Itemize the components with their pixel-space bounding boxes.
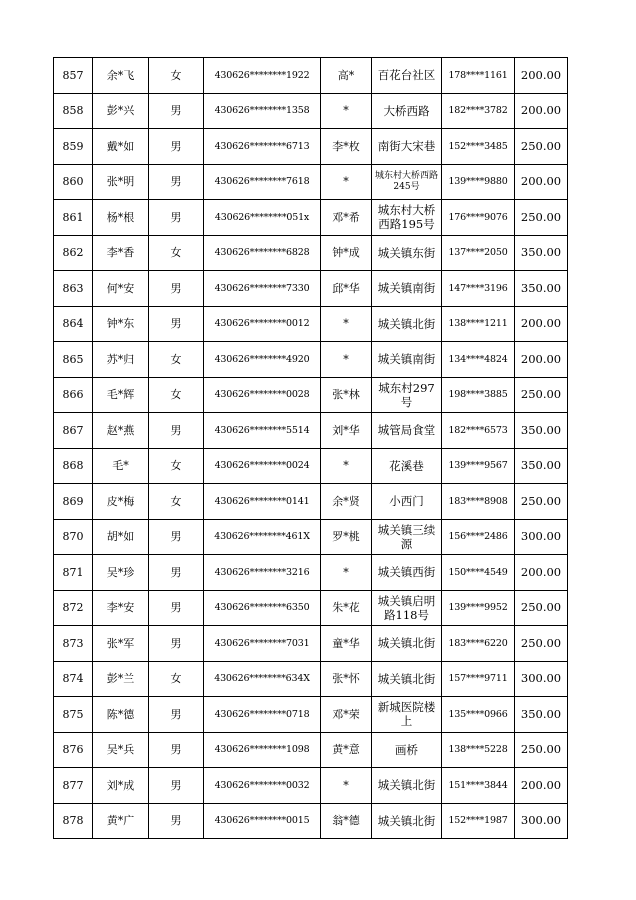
table-row <box>54 342 568 378</box>
phone-cell: 157****9711 <box>442 661 515 697</box>
address-cell: 城关镇北街 <box>372 803 442 839</box>
table-row <box>54 626 568 662</box>
id-number-cell: 430626********0024 <box>204 448 321 484</box>
contact-cell: 余*贤 <box>321 484 372 520</box>
name-cell: 张*明 <box>93 164 149 200</box>
phone-cell: 134****4824 <box>442 342 515 378</box>
contact-cell: 李*枚 <box>321 129 372 165</box>
id-number-cell: 430626********3216 <box>204 555 321 591</box>
table-row <box>54 661 568 697</box>
address-cell: 城关镇北街 <box>372 768 442 804</box>
gender-cell: 女 <box>149 342 204 378</box>
address-cell: 南街大宋巷 <box>372 129 442 165</box>
address-cell: 小西门 <box>372 484 442 520</box>
table-row <box>54 803 568 839</box>
id-number-cell: 430626********7618 <box>204 164 321 200</box>
address-cell: 城关镇北街 <box>372 661 442 697</box>
row-number: 877 <box>54 768 93 804</box>
address-cell: 城东村297号 <box>372 377 442 413</box>
table-row <box>54 484 568 520</box>
id-number-cell: 430626********0141 <box>204 484 321 520</box>
id-number-cell: 430626********0012 <box>204 306 321 342</box>
id-number-cell: 430626********051x <box>204 200 321 236</box>
row-number: 870 <box>54 519 93 555</box>
table-row <box>54 448 568 484</box>
table-row <box>54 519 568 555</box>
address-cell: 城关镇北街 <box>372 306 442 342</box>
amount-cell: 250.00 <box>515 590 568 626</box>
table-row <box>54 271 568 307</box>
contact-cell: * <box>321 342 372 378</box>
table-row <box>54 768 568 804</box>
name-cell: 吴*珍 <box>93 555 149 591</box>
gender-cell: 男 <box>149 555 204 591</box>
id-number-cell: 430626********0015 <box>204 803 321 839</box>
gender-cell: 男 <box>149 768 204 804</box>
table-row <box>54 58 568 94</box>
address-cell: 城管局食堂 <box>372 413 442 449</box>
amount-cell: 250.00 <box>515 484 568 520</box>
gender-cell: 男 <box>149 697 204 733</box>
row-number: 875 <box>54 697 93 733</box>
name-cell: 苏*归 <box>93 342 149 378</box>
contact-cell: 黄*意 <box>321 732 372 768</box>
id-number-cell: 430626********7330 <box>204 271 321 307</box>
phone-cell: 152****1987 <box>442 803 515 839</box>
row-number: 868 <box>54 448 93 484</box>
address-cell: 城关镇南街 <box>372 271 442 307</box>
contact-cell: 刘*华 <box>321 413 372 449</box>
table-row <box>54 732 568 768</box>
address-cell: 百花台社区 <box>372 58 442 94</box>
name-cell: 张*军 <box>93 626 149 662</box>
phone-cell: 139****9880 <box>442 164 515 200</box>
phone-cell: 182****3782 <box>442 93 515 129</box>
amount-cell: 250.00 <box>515 200 568 236</box>
phone-cell: 178****1161 <box>442 58 515 94</box>
address-cell: 城关镇西街 <box>372 555 442 591</box>
amount-cell: 250.00 <box>515 377 568 413</box>
table-row <box>54 306 568 342</box>
address-cell: 城关镇东街 <box>372 235 442 271</box>
records-table <box>53 57 568 839</box>
id-number-cell: 430626********461X <box>204 519 321 555</box>
name-cell: 彭*兴 <box>93 93 149 129</box>
name-cell: 毛* <box>93 448 149 484</box>
name-cell: 杨*根 <box>93 200 149 236</box>
phone-cell: 150****4549 <box>442 555 515 591</box>
id-number-cell: 430626********7031 <box>204 626 321 662</box>
amount-cell: 350.00 <box>515 413 568 449</box>
id-number-cell: 430626********4920 <box>204 342 321 378</box>
name-cell: 刘*成 <box>93 768 149 804</box>
contact-cell: * <box>321 164 372 200</box>
name-cell: 钟*东 <box>93 306 149 342</box>
row-number: 866 <box>54 377 93 413</box>
amount-cell: 350.00 <box>515 697 568 733</box>
address-cell: 花溪巷 <box>372 448 442 484</box>
id-number-cell: 430626********5514 <box>204 413 321 449</box>
row-number: 858 <box>54 93 93 129</box>
row-number: 864 <box>54 306 93 342</box>
row-number: 862 <box>54 235 93 271</box>
gender-cell: 男 <box>149 626 204 662</box>
table-row <box>54 590 568 626</box>
row-number: 874 <box>54 661 93 697</box>
contact-cell: * <box>321 448 372 484</box>
address-cell: 城东村大桥西路195号 <box>372 200 442 236</box>
gender-cell: 男 <box>149 93 204 129</box>
row-number: 872 <box>54 590 93 626</box>
row-number: 863 <box>54 271 93 307</box>
contact-cell: * <box>321 555 372 591</box>
table-body <box>54 58 568 839</box>
name-cell: 李*安 <box>93 590 149 626</box>
gender-cell: 女 <box>149 448 204 484</box>
id-number-cell: 430626********0718 <box>204 697 321 733</box>
address-cell: 城关镇启明路118号 <box>372 590 442 626</box>
phone-cell: 183****6220 <box>442 626 515 662</box>
phone-cell: 151****3844 <box>442 768 515 804</box>
gender-cell: 男 <box>149 803 204 839</box>
phone-cell: 198****3885 <box>442 377 515 413</box>
table-row <box>54 93 568 129</box>
table-row <box>54 377 568 413</box>
contact-cell: 朱*花 <box>321 590 372 626</box>
name-cell: 陈*德 <box>93 697 149 733</box>
phone-cell: 182****6573 <box>442 413 515 449</box>
table-row <box>54 164 568 200</box>
phone-cell: 183****8908 <box>442 484 515 520</box>
contact-cell: 高* <box>321 58 372 94</box>
amount-cell: 200.00 <box>515 768 568 804</box>
name-cell: 余*飞 <box>93 58 149 94</box>
contact-cell: * <box>321 768 372 804</box>
contact-cell: 张*林 <box>321 377 372 413</box>
gender-cell: 男 <box>149 164 204 200</box>
name-cell: 戴*如 <box>93 129 149 165</box>
amount-cell: 350.00 <box>515 235 568 271</box>
row-number: 873 <box>54 626 93 662</box>
contact-cell: 罗*桃 <box>321 519 372 555</box>
contact-cell: * <box>321 93 372 129</box>
row-number: 859 <box>54 129 93 165</box>
amount-cell: 300.00 <box>515 661 568 697</box>
contact-cell: 童*华 <box>321 626 372 662</box>
gender-cell: 女 <box>149 484 204 520</box>
gender-cell: 女 <box>149 58 204 94</box>
row-number: 871 <box>54 555 93 591</box>
row-number: 869 <box>54 484 93 520</box>
table-row <box>54 129 568 165</box>
address-cell: 画桥 <box>372 732 442 768</box>
contact-cell: 邓*荣 <box>321 697 372 733</box>
gender-cell: 男 <box>149 413 204 449</box>
amount-cell: 200.00 <box>515 164 568 200</box>
table-row <box>54 555 568 591</box>
row-number: 867 <box>54 413 93 449</box>
address-cell: 城关镇南街 <box>372 342 442 378</box>
phone-cell: 138****1211 <box>442 306 515 342</box>
id-number-cell: 430626********6350 <box>204 590 321 626</box>
name-cell: 吴*兵 <box>93 732 149 768</box>
phone-cell: 139****9567 <box>442 448 515 484</box>
contact-cell: 翁*德 <box>321 803 372 839</box>
address-cell: 城关镇北街 <box>372 626 442 662</box>
contact-cell: * <box>321 306 372 342</box>
row-number: 876 <box>54 732 93 768</box>
phone-cell: 147****3196 <box>442 271 515 307</box>
contact-cell: 张*怀 <box>321 661 372 697</box>
table-row <box>54 235 568 271</box>
address-cell: 城关镇三续源 <box>372 519 442 555</box>
amount-cell: 350.00 <box>515 271 568 307</box>
amount-cell: 200.00 <box>515 58 568 94</box>
amount-cell: 200.00 <box>515 342 568 378</box>
address-cell: 新城医院楼上 <box>372 697 442 733</box>
contact-cell: 钟*成 <box>321 235 372 271</box>
id-number-cell: 430626********1922 <box>204 58 321 94</box>
name-cell: 赵*燕 <box>93 413 149 449</box>
id-number-cell: 430626********0028 <box>204 377 321 413</box>
gender-cell: 男 <box>149 200 204 236</box>
gender-cell: 男 <box>149 519 204 555</box>
row-number: 865 <box>54 342 93 378</box>
name-cell: 何*安 <box>93 271 149 307</box>
gender-cell: 女 <box>149 661 204 697</box>
amount-cell: 300.00 <box>515 519 568 555</box>
phone-cell: 156****2486 <box>442 519 515 555</box>
name-cell: 胡*如 <box>93 519 149 555</box>
phone-cell: 135****0966 <box>442 697 515 733</box>
contact-cell: 邓*希 <box>321 200 372 236</box>
amount-cell: 250.00 <box>515 129 568 165</box>
gender-cell: 男 <box>149 306 204 342</box>
name-cell: 黄*广 <box>93 803 149 839</box>
name-cell: 彭*兰 <box>93 661 149 697</box>
id-number-cell: 430626********1098 <box>204 732 321 768</box>
amount-cell: 250.00 <box>515 732 568 768</box>
contact-cell: 邱*华 <box>321 271 372 307</box>
phone-cell: 137****2050 <box>442 235 515 271</box>
phone-cell: 138****5228 <box>442 732 515 768</box>
row-number: 878 <box>54 803 93 839</box>
id-number-cell: 430626********0032 <box>204 768 321 804</box>
name-cell: 毛*辉 <box>93 377 149 413</box>
table-row <box>54 697 568 733</box>
row-number: 861 <box>54 200 93 236</box>
address-cell: 城东村大桥西路245号 <box>372 164 442 200</box>
gender-cell: 男 <box>149 129 204 165</box>
gender-cell: 男 <box>149 732 204 768</box>
phone-cell: 152****3485 <box>442 129 515 165</box>
amount-cell: 300.00 <box>515 803 568 839</box>
name-cell: 皮*梅 <box>93 484 149 520</box>
gender-cell: 男 <box>149 271 204 307</box>
id-number-cell: 430626********634X <box>204 661 321 697</box>
amount-cell: 200.00 <box>515 555 568 591</box>
row-number: 860 <box>54 164 93 200</box>
gender-cell: 男 <box>149 590 204 626</box>
address-cell: 大桥西路 <box>372 93 442 129</box>
amount-cell: 200.00 <box>515 93 568 129</box>
table-row <box>54 200 568 236</box>
amount-cell: 200.00 <box>515 306 568 342</box>
gender-cell: 女 <box>149 377 204 413</box>
row-number: 857 <box>54 58 93 94</box>
phone-cell: 176****9076 <box>442 200 515 236</box>
name-cell: 李*香 <box>93 235 149 271</box>
id-number-cell: 430626********6713 <box>204 129 321 165</box>
amount-cell: 350.00 <box>515 448 568 484</box>
table-row <box>54 413 568 449</box>
phone-cell: 139****9952 <box>442 590 515 626</box>
id-number-cell: 430626********1358 <box>204 93 321 129</box>
gender-cell: 女 <box>149 235 204 271</box>
amount-cell: 250.00 <box>515 626 568 662</box>
id-number-cell: 430626********6828 <box>204 235 321 271</box>
